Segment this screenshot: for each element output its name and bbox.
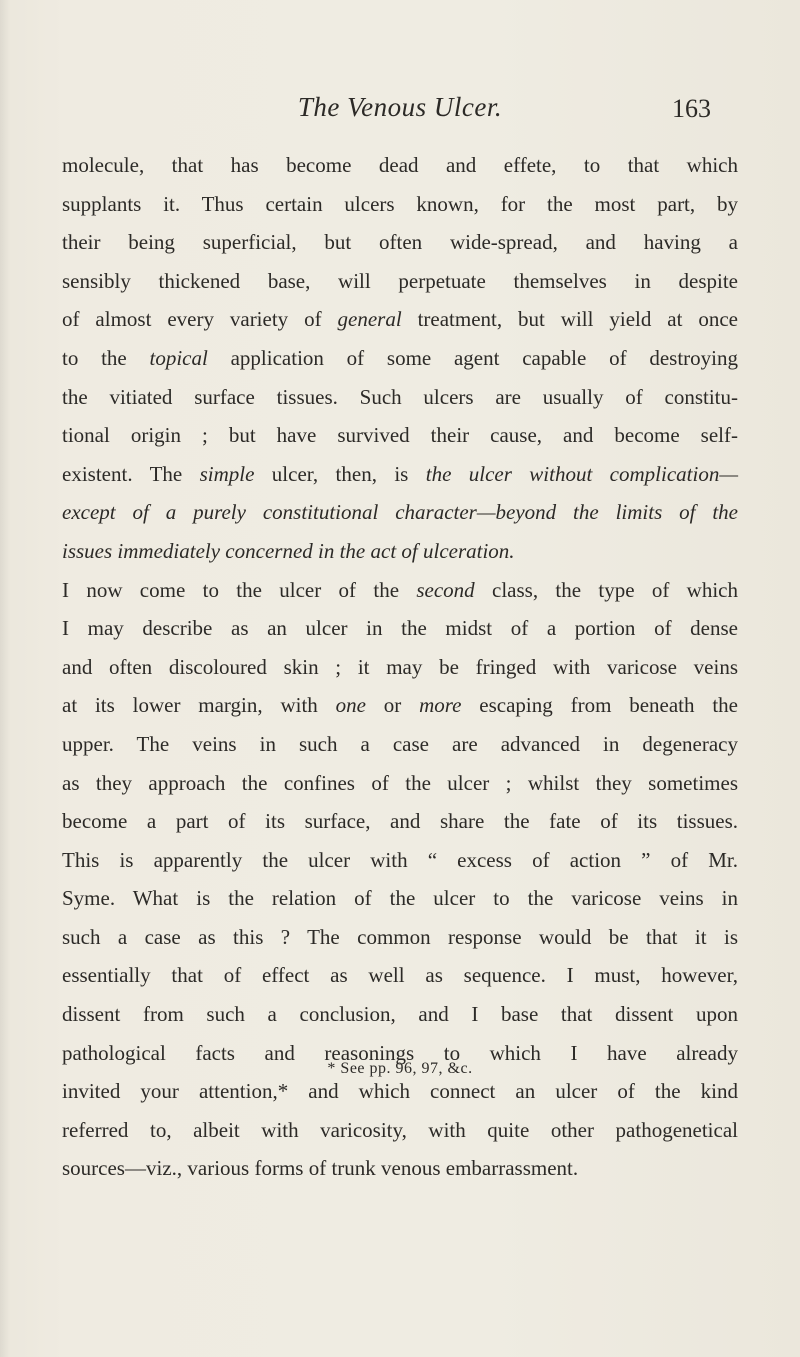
italic-text: second — [416, 577, 475, 602]
text-line: their being superficial, but often wide-spread, and having a — [62, 230, 738, 255]
text-line — [62, 493, 738, 532]
roman-text: treatment, but will yield at once — [401, 307, 739, 332]
roman-text: of almost every variety of — [62, 307, 338, 332]
running-title: The Venous Ulcer. — [297, 92, 503, 122]
text-line: supplants it. Thus certain ulcers known, for the most part, by — [62, 191, 738, 216]
text-line: I may describe as an ulcer in the midst of a portion of dense — [62, 616, 738, 641]
text-line — [62, 300, 738, 339]
roman-text: existent. The — [62, 461, 200, 486]
text-line: This is apparently the ulcer with “ excess of action ” of Mr. — [62, 847, 738, 872]
italic-text: topical — [149, 345, 208, 370]
italic-text: one — [335, 693, 366, 718]
text-line — [62, 571, 738, 610]
page-header — [0, 92, 800, 132]
text-line: the vitiated surface tissues. Such ulcers are usually of constitu- — [62, 384, 738, 409]
text-line: essentially that of effect as well as sequence. I must, however, — [62, 963, 738, 988]
text-line — [62, 455, 738, 494]
text-line: dissent from such a conclusion, and I base that dissent upon — [62, 1002, 738, 1027]
page-edge-shadow — [0, 0, 10, 1357]
roman-text: ulcer, then, is — [254, 461, 426, 486]
text-line: such a case as this ? The common response would be that it is — [62, 924, 738, 949]
italic-text: except of a purely constitutional character—beyond the limits of the — [62, 500, 738, 525]
roman-text: escaping from beneath the — [461, 693, 738, 718]
roman-text: I now come to the ulcer of the — [62, 577, 417, 602]
text-line — [62, 339, 738, 378]
text-line: sensibly thickened base, will perpetuate themselves in despite — [62, 268, 738, 293]
italic-text: general — [337, 307, 402, 332]
text-line: and often discoloured skin ; it may be fringed with varicose veins — [62, 654, 738, 679]
italic-text: the ulcer without complication— — [425, 461, 738, 486]
italic-text: issues immediately concerned in the act of ulceration. — [62, 538, 515, 563]
page-number: 163 — [672, 94, 711, 123]
roman-text: at its lower margin, with — [62, 693, 336, 718]
roman-text: application of some agent capable of destroying — [207, 345, 738, 370]
text-line — [62, 686, 738, 725]
text-line: tional origin ; but have survived their cause, and become self- — [62, 423, 738, 448]
text-line: as they approach the confines of the ulcer ; whilst they sometimes — [62, 770, 738, 795]
italic-text: simple — [199, 461, 255, 486]
footnote: * See pp. 96, 97, &c. — [327, 1060, 473, 1077]
roman-text: or — [365, 693, 420, 718]
text-line: upper. The veins in such a case are advanced in degeneracy — [62, 731, 738, 756]
roman-text: class, the type of which — [474, 577, 738, 602]
text-line: molecule, that has become dead and effete, to that which — [62, 153, 738, 177]
italic-text: more — [419, 693, 462, 718]
text-line: invited your attention,* and which connect an ulcer of the kind — [62, 1079, 738, 1104]
text-line: pathological facts and reasonings to which I have already — [62, 1040, 738, 1065]
text-line: become a part of its surface, and share the fate of its tissues. — [62, 809, 738, 834]
text-line: referred to, albeit with varicosity, with quite other pathogenetical — [62, 1117, 738, 1142]
text-line — [62, 532, 738, 571]
text-line: Syme. What is the relation of the ulcer to the varicose veins in — [62, 886, 738, 911]
roman-text: to the — [62, 345, 150, 370]
text-line: sources—viz., various forms of trunk venous embarrassment. — [62, 1156, 579, 1181]
body-text — [62, 146, 738, 1188]
